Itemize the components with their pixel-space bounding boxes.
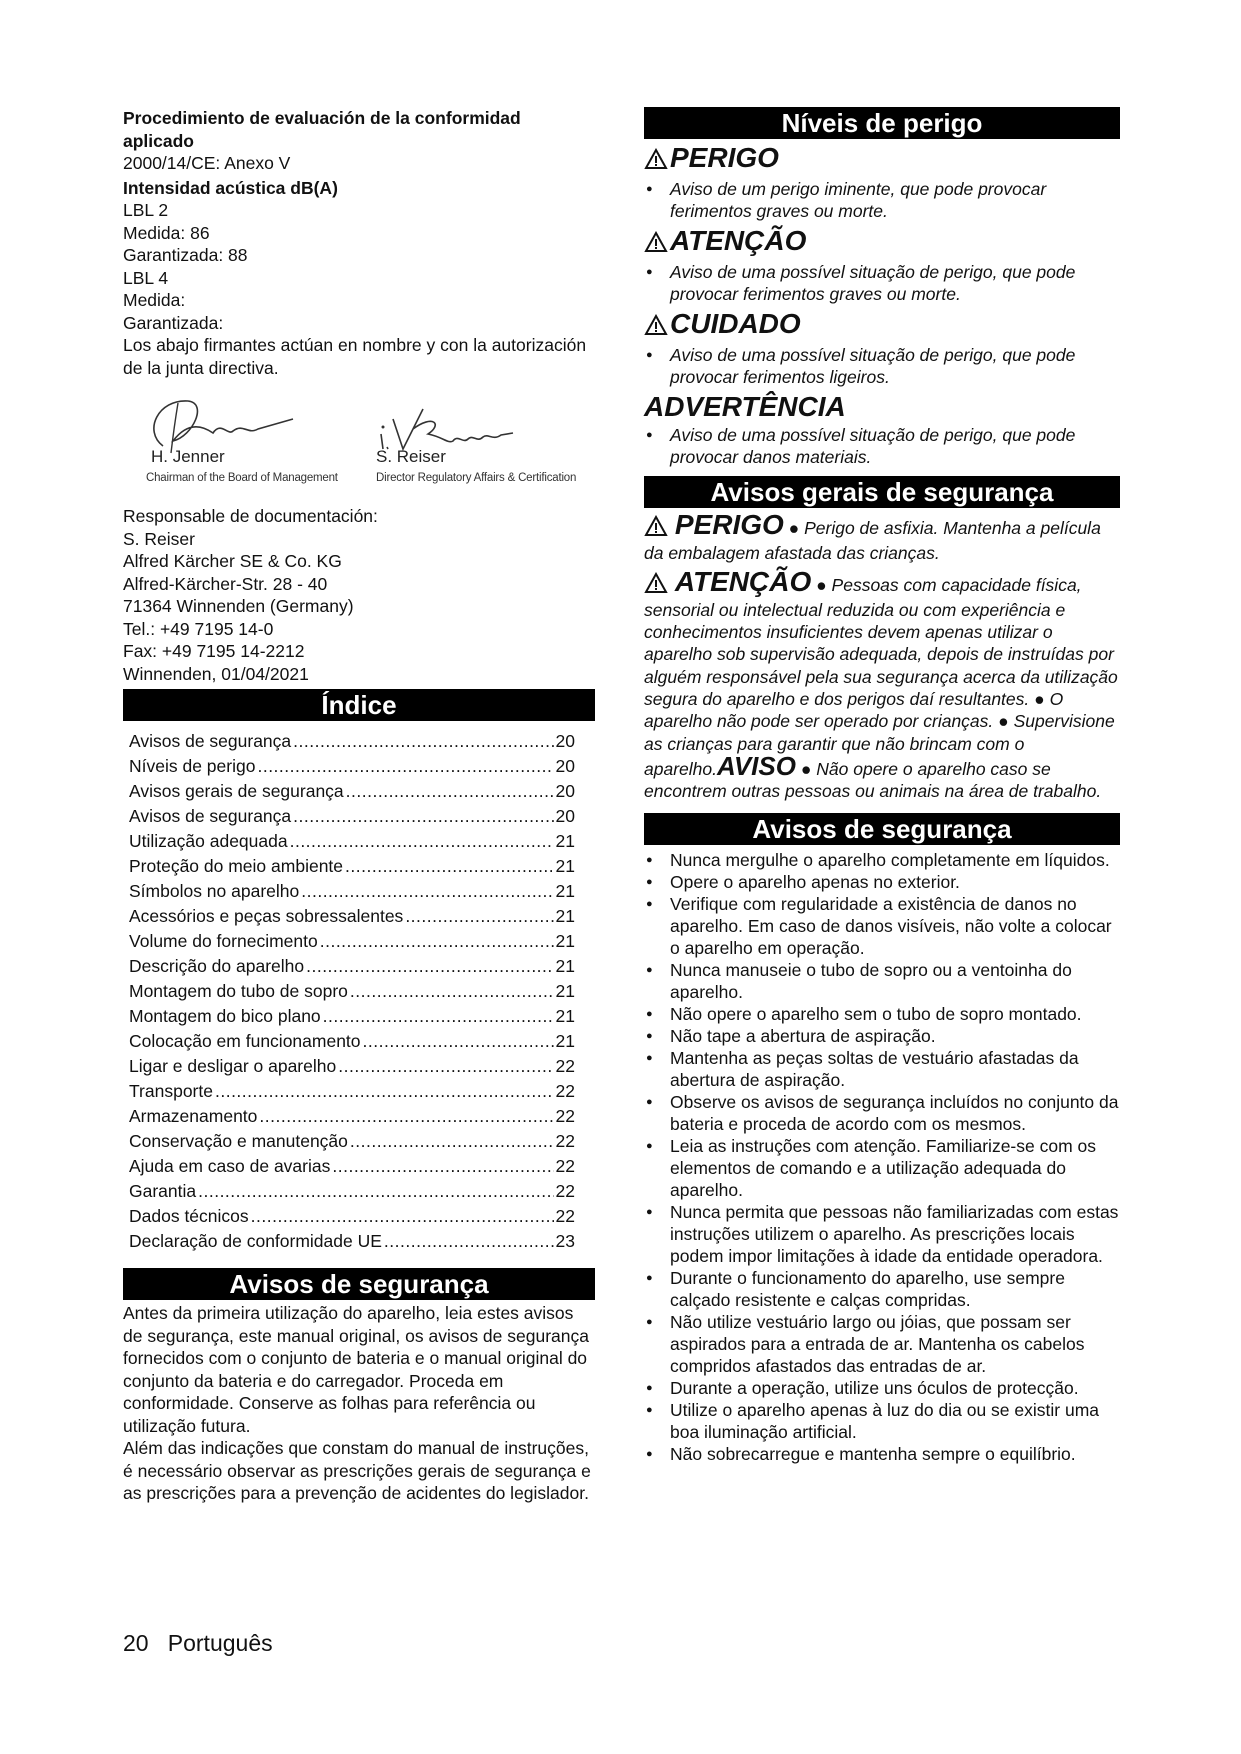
index-row (129, 829, 575, 854)
safety-title-left: Avisos de segurança (123, 1268, 595, 1300)
index-row-page: 21 (555, 1031, 575, 1051)
level-label: CUIDADO (670, 308, 801, 339)
index-row-label: Dados técnicos (129, 1206, 249, 1226)
index-row-leader (332, 1154, 553, 1179)
index-row-label: Avisos de segurança (129, 731, 292, 751)
index-row (129, 1229, 575, 1254)
general-atencao: ATENÇÃO ● Pessoas com capacidade física, sensorial ou intelectual reduzida ou com experiência e conhecimentos insuficientes devem apenas utilizar o aparelho sob supervisão adequada, depois de instruídas por alguém responsável pela sua segurança acerca da utilização segura do aparelho e dos perigos daí resultantes. ● O aparelho não pode ser operado por crianças. ● Supervisione as crianças para garantir que não brincam com o aparelho.AVISO ● Não opere o aparelho caso se encontrem outras pessoas ou animais na área de trabalho. (644, 565, 1118, 802)
index-row-label: Ligar e desligar o aparelho (129, 1056, 337, 1076)
index-row-page: 22 (555, 1106, 575, 1126)
index-row-leader (290, 829, 554, 854)
index-row-page: 21 (555, 881, 575, 901)
signature1-title: Chairman of the Board of Management (146, 472, 338, 484)
general-atencao-text: Supervisione as crianças para garantir que não brincam com o aparelho. (644, 711, 1115, 779)
contact-line: S. Reiser (123, 528, 195, 549)
index-row-page: 21 (555, 856, 575, 876)
safety-item: ● Nunca manuseie o tubo de sopro ou a ventoinha do aparelho. (644, 959, 1120, 1003)
index-row-page: 21 (555, 1006, 575, 1026)
level-atencao (644, 224, 1120, 305)
index-row-label: Montagem do tubo de sopro (129, 981, 348, 1001)
index-row (129, 1054, 575, 1079)
safety-item: ● Leia as instruções com atenção. Familiarize-se com os elementos de comando e a utilização adequada do aparelho. (644, 1135, 1120, 1201)
signature2-title: Director Regulatory Affairs & Certification (376, 472, 577, 484)
safety-item: ● Nunca permita que pessoas não familiarizadas com estas instruções utilizem o aparelho. As prescrições locais podem impor limitações à idade da entidade operadora. (644, 1201, 1120, 1267)
level-advertencia (644, 390, 1120, 468)
index-row (129, 1204, 575, 1229)
index-row-page: 21 (555, 831, 575, 851)
acoustic-heading: Intensidad acústica dB(A) (123, 177, 338, 198)
level-label: ADVERTÊNCIA (644, 391, 846, 422)
general-title: Avisos gerais de segurança (644, 476, 1120, 508)
safety-item: ● Utilize o aparelho apenas à luz do dia ou se existir uma boa iluminação artificial. (644, 1399, 1120, 1443)
index-row-leader (306, 954, 553, 979)
safety-item: ● Não sobrecarregue e mantenha sempre o equilíbrio. (644, 1443, 1120, 1465)
page-number: 20 (123, 1630, 149, 1656)
index-title: Índice (123, 689, 595, 721)
contact-line: Alfred-Kärcher-Str. 28 - 40 (123, 573, 328, 594)
contact-line: Fax: +49 7195 14-2212 (123, 641, 305, 661)
level-label: PERIGO (670, 142, 779, 173)
index-row-page: 21 (555, 981, 575, 1001)
index-row-label: Montagem do bico plano (129, 1006, 321, 1026)
index-row (129, 1104, 575, 1129)
index-row (129, 1179, 575, 1204)
general-perigo: PERIGO ● Perigo de asfixia. Mantenha a película da embalagem afastada das crianças. (644, 509, 1101, 564)
safety-item: ● Durante o funcionamento do aparelho, use sempre calçado resistente e calças compridas. (644, 1267, 1120, 1311)
acoustic-line: Garantizada: (123, 312, 224, 333)
index-row (129, 779, 575, 804)
general-perigo-label: PERIGO (674, 509, 784, 540)
index-row-label: Níveis de perigo (129, 756, 256, 776)
warning-icon (644, 310, 668, 344)
index-row-label: Acessórios e peças sobressalentes (129, 906, 404, 926)
index-row (129, 929, 575, 954)
contact-line: Winnenden, 01/04/2021 (123, 663, 309, 684)
index-row (129, 954, 575, 979)
warning-icon (644, 572, 668, 599)
safety-item: ● Mantenha as peças soltas de vestuário afastadas da abertura de aspiração. (644, 1047, 1120, 1091)
index-row (129, 1154, 575, 1179)
index-row (129, 854, 575, 879)
left-column (123, 107, 595, 1505)
safety-item: ● Opere o aparelho apenas no exterior. (644, 871, 1120, 893)
index-row-leader (345, 854, 554, 879)
index-row-page: 23 (555, 1231, 575, 1251)
warning-icon (644, 515, 668, 542)
index-row-page: 22 (555, 1081, 575, 1101)
safety-item: ● Verifique com regularidade a existência de danos no aparelho. Em caso de danos visíveis, não volte a colocar o aparelho em operação. (644, 893, 1120, 959)
index-row (129, 1079, 575, 1104)
index-row-leader (320, 929, 554, 954)
index-row-page: 20 (555, 731, 575, 751)
general-aviso-text: Não opere o aparelho caso se encontrem outras pessoas ou animais na área de trabalho. (644, 758, 1102, 802)
index-row (129, 1004, 575, 1029)
index-row-page: 21 (555, 956, 575, 976)
warning-icon (644, 227, 668, 261)
general-atencao-text: Pessoas com capacidade física, sensorial ou intelectual reduzida ou com experiência e conhecimentos insuficientes devem apenas utilizar o aparelho sob supervisão adequada, depois de instruídas por alguém responsável pela sua segurança acerca da utilização segura do aparelho e dos perigos daí resultantes. (644, 574, 1118, 710)
index-row (129, 1129, 575, 1154)
index-row-page: 20 (555, 781, 575, 801)
contact-line: 71364 Winnenden (Germany) (123, 596, 354, 616)
index-row-leader (293, 729, 553, 754)
acoustic-line: Medida: 86 (123, 222, 210, 243)
index-row-leader (346, 779, 554, 804)
safety-item: ● Nunca mergulhe o aparelho completamente em líquidos. (644, 849, 1120, 871)
index-row-label: Conservação e manutenção (129, 1131, 348, 1151)
level-cuidado (644, 307, 1120, 388)
index-row (129, 804, 575, 829)
index-row-leader (257, 754, 553, 779)
index-row-leader (198, 1179, 553, 1204)
safety-title-right: Avisos de segurança (644, 813, 1120, 845)
index-row-page: 20 (555, 806, 575, 826)
acoustic-line: LBL 2 (123, 200, 169, 220)
index-row-page: 22 (555, 1156, 575, 1176)
index-row (129, 879, 575, 904)
signers-text: Los abajo firmantes actúan en nombre y con la autorización de la junta directiva. (123, 335, 587, 378)
signature2-name: S. Reiser (376, 447, 446, 466)
index-row-leader (405, 904, 553, 929)
index-row-leader (338, 1054, 553, 1079)
index-row-label: Garantia (129, 1181, 197, 1201)
general-aviso-label: AVISO (716, 750, 796, 781)
acoustic-line: Garantizada: 88 (123, 245, 248, 265)
index-row-label: Descrição do aparelho (129, 956, 305, 976)
page-footer (123, 1630, 273, 1657)
signature-block (123, 391, 595, 539)
index-row-label: Ajuda em caso de avarias (129, 1156, 331, 1176)
index-row (129, 904, 575, 929)
level-text: ● Aviso de um perigo iminente, que pode provocar ferimentos graves ou morte. (644, 178, 1120, 222)
index-row-leader (301, 879, 553, 904)
safety-item: ● Não opere o aparelho sem o tubo de sopro montado. (644, 1003, 1120, 1025)
index-row-page: 21 (555, 906, 575, 926)
warning-icon (644, 144, 668, 178)
safety-paragraph-1: Antes da primeira utilização do aparelho, leia estes avisos de segurança, este manual original, os avisos de segurança fornecidos com o conjunto de bateria e o manual original do conjunto da bateria e do carregador. Proceda em conformidade. Conserve as folhas para referência ou utilização futura. (123, 1303, 589, 1436)
index-row-label: Utilização adequada (129, 831, 288, 851)
level-label: ATENÇÃO (670, 225, 807, 256)
page-language: Português (167, 1630, 273, 1656)
index-row-label: Avisos gerais de segurança (129, 781, 344, 801)
index-row-page: 22 (555, 1056, 575, 1076)
index-row-label: Símbolos no aparelho (129, 881, 300, 901)
index-row-leader (350, 979, 554, 1004)
index-row (129, 1029, 575, 1054)
index-list (123, 721, 595, 1254)
safety-list (644, 849, 1120, 1465)
general-atencao-text: O aparelho não pode ser operado por crianças. (644, 689, 1064, 732)
right-column (644, 107, 1120, 1465)
index-row-page: 22 (555, 1206, 575, 1226)
conformity-value: 2000/14/CE: Anexo V (123, 153, 291, 173)
index-row-label: Declaração de conformidade UE (129, 1231, 382, 1251)
index-row (129, 729, 575, 754)
index-row-page: 22 (555, 1181, 575, 1201)
index-row-label: Transporte (129, 1081, 213, 1101)
index-row-leader (350, 1129, 554, 1154)
index-row-leader (384, 1229, 554, 1254)
safety-item: ● Durante a operação, utilize uns óculos de protecção. (644, 1377, 1120, 1399)
safety-paragraph-2: Além das indicações que constam do manual de instruções, é necessário observar as prescrições gerais de segurança e as prescrições para a prevenção de acidentes do legislador. (123, 1438, 591, 1503)
conformity-heading: Procedimiento de evaluación de la conformidad aplicado (123, 108, 521, 151)
levels-title: Níveis de perigo (644, 107, 1120, 139)
index-row (129, 979, 575, 1004)
index-row-leader (323, 1004, 554, 1029)
index-row-leader (259, 1104, 553, 1129)
index-row-leader (251, 1204, 554, 1229)
contact-line: Tel.: +49 7195 14-0 (123, 618, 274, 639)
index-row-label: Avisos de segurança (129, 806, 292, 826)
signature1-name: H. Jenner (151, 447, 225, 466)
index-row-leader (215, 1079, 554, 1104)
index-row-leader (293, 804, 553, 829)
index-row (129, 754, 575, 779)
level-text: ● Aviso de uma possível situação de perigo, que pode provocar ferimentos ligeiros. (644, 344, 1120, 388)
safety-item: ● Não utilize vestuário largo ou jóias, que possam ser aspirados para a entrada de ar. Mantenha os cabelos compridos afastados das entradas de ar. (644, 1311, 1120, 1377)
acoustic-line: Medida: (123, 290, 186, 310)
safety-item: ● Observe os avisos de segurança incluídos no conjunto da bateria e proceda de acordo com os mesmos. (644, 1091, 1120, 1135)
index-row-label: Volume do fornecimento (129, 931, 318, 951)
acoustic-line: LBL 4 (123, 267, 169, 288)
index-row-page: 20 (555, 756, 575, 776)
contact-line: Responsable de documentación: (123, 506, 378, 526)
index-row-page: 21 (555, 931, 575, 951)
index-row-label: Armazenamento (129, 1106, 258, 1126)
contact-line: Alfred Kärcher SE & Co. KG (123, 551, 342, 571)
general-perigo-text: Perigo de asfixia. Mantenha a película da embalagem afastada das crianças. (644, 518, 1101, 564)
index-row-label: Colocação em funcionamento (129, 1031, 361, 1051)
index-row-page: 22 (555, 1131, 575, 1151)
general-atencao-label: ATENÇÃO (674, 565, 812, 597)
level-text: ● Aviso de uma possível situação de perigo, que pode provocar danos materiais. (644, 424, 1120, 468)
index-row-leader (363, 1029, 554, 1054)
safety-item: ● Não tape a abertura de aspiração. (644, 1025, 1120, 1047)
index-row-label: Proteção do meio ambiente (129, 856, 344, 876)
level-perigo (644, 141, 1120, 222)
level-text: ● Aviso de uma possível situação de perigo, que pode provocar ferimentos graves ou morte. (644, 261, 1120, 305)
